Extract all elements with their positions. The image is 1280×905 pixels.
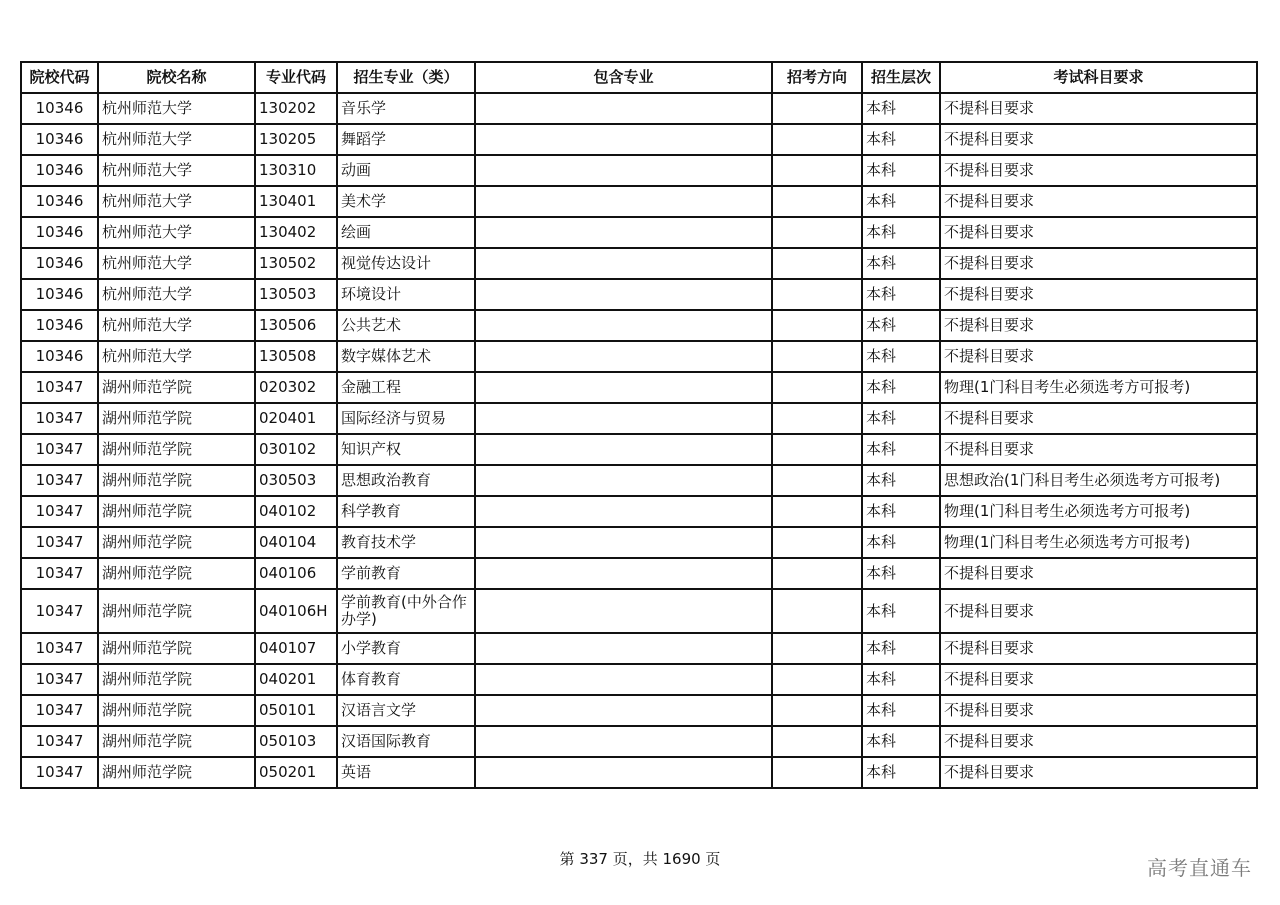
cell-major-code: 040104 (255, 527, 337, 558)
cell-school-name: 湖州师范学院 (98, 372, 255, 403)
cell-direction (772, 248, 862, 279)
cell-level: 本科 (862, 496, 940, 527)
cell-school-code: 10346 (21, 124, 98, 155)
cell-included-majors (475, 434, 772, 465)
cell-requirement: 不提科目要求 (940, 217, 1257, 248)
cell-direction (772, 558, 862, 589)
cell-major: 思想政治教育 (337, 465, 475, 496)
cell-level: 本科 (862, 434, 940, 465)
cell-requirement: 不提科目要求 (940, 403, 1257, 434)
cell-direction (772, 93, 862, 124)
cell-level: 本科 (862, 155, 940, 186)
cell-included-majors (475, 341, 772, 372)
cell-major-code: 130506 (255, 310, 337, 341)
cell-requirement: 不提科目要求 (940, 341, 1257, 372)
cell-school-name: 湖州师范学院 (98, 558, 255, 589)
cell-level: 本科 (862, 664, 940, 695)
cell-major-code: 040201 (255, 664, 337, 695)
page-number: 第 337 页，共 1690 页 (559, 850, 721, 868)
cell-school-code: 10347 (21, 527, 98, 558)
cell-direction (772, 633, 862, 664)
table-row (21, 248, 1257, 279)
cell-school-code: 10347 (21, 664, 98, 695)
header-requirement: 考试科目要求 (940, 62, 1257, 93)
cell-major-code: 130401 (255, 186, 337, 217)
cell-requirement: 不提科目要求 (940, 757, 1257, 788)
table-header (21, 62, 1257, 93)
cell-requirement: 不提科目要求 (940, 589, 1257, 633)
cell-school-name: 湖州师范学院 (98, 664, 255, 695)
table-row (21, 527, 1257, 558)
cell-level: 本科 (862, 465, 940, 496)
cell-included-majors (475, 310, 772, 341)
cell-direction (772, 372, 862, 403)
table-row (21, 496, 1257, 527)
cell-major-code: 050101 (255, 695, 337, 726)
cell-included-majors (475, 186, 772, 217)
cell-direction (772, 155, 862, 186)
cell-direction (772, 465, 862, 496)
cell-requirement: 不提科目要求 (940, 726, 1257, 757)
cell-requirement: 物理(1门科目考生必须选考方可报考) (940, 496, 1257, 527)
cell-direction (772, 695, 862, 726)
cell-direction (772, 757, 862, 788)
cell-school-code: 10346 (21, 155, 98, 186)
admission-table (20, 61, 1258, 789)
cell-major: 科学教育 (337, 496, 475, 527)
cell-included-majors (475, 372, 772, 403)
cell-included-majors (475, 664, 772, 695)
cell-school-code: 10346 (21, 217, 98, 248)
cell-school-code: 10346 (21, 341, 98, 372)
cell-direction (772, 124, 862, 155)
cell-school-name: 湖州师范学院 (98, 527, 255, 558)
cell-school-name: 杭州师范大学 (98, 155, 255, 186)
cell-major-code: 130202 (255, 93, 337, 124)
cell-major: 汉语国际教育 (337, 726, 475, 757)
cell-school-name: 湖州师范学院 (98, 403, 255, 434)
cell-major: 环境设计 (337, 279, 475, 310)
cell-major: 知识产权 (337, 434, 475, 465)
cell-direction (772, 403, 862, 434)
cell-school-code: 10346 (21, 93, 98, 124)
watermark: 高考直通车 (1147, 856, 1252, 880)
table-row (21, 310, 1257, 341)
cell-included-majors (475, 726, 772, 757)
table-body (21, 93, 1257, 788)
header-level: 招生层次 (862, 62, 940, 93)
cell-included-majors (475, 465, 772, 496)
cell-major-code: 130310 (255, 155, 337, 186)
cell-major: 美术学 (337, 186, 475, 217)
cell-major-code: 130402 (255, 217, 337, 248)
cell-major-code: 130205 (255, 124, 337, 155)
cell-major: 英语 (337, 757, 475, 788)
cell-major-code: 040106 (255, 558, 337, 589)
cell-level: 本科 (862, 279, 940, 310)
cell-major-code: 130508 (255, 341, 337, 372)
cell-major: 国际经济与贸易 (337, 403, 475, 434)
cell-school-code: 10347 (21, 403, 98, 434)
table-row (21, 155, 1257, 186)
cell-level: 本科 (862, 757, 940, 788)
table-row (21, 279, 1257, 310)
cell-level: 本科 (862, 633, 940, 664)
cell-requirement: 不提科目要求 (940, 695, 1257, 726)
cell-level: 本科 (862, 372, 940, 403)
cell-school-name: 湖州师范学院 (98, 726, 255, 757)
table-row (21, 589, 1257, 633)
cell-school-name: 杭州师范大学 (98, 341, 255, 372)
cell-major-code: 020401 (255, 403, 337, 434)
cell-included-majors (475, 124, 772, 155)
cell-major-code: 020302 (255, 372, 337, 403)
header-school-name: 院校名称 (98, 62, 255, 93)
cell-direction (772, 589, 862, 633)
cell-included-majors (475, 155, 772, 186)
cell-major-code: 130502 (255, 248, 337, 279)
cell-major-code: 050103 (255, 726, 337, 757)
cell-requirement: 不提科目要求 (940, 664, 1257, 695)
cell-school-code: 10347 (21, 695, 98, 726)
table-row (21, 695, 1257, 726)
cell-included-majors (475, 93, 772, 124)
cell-included-majors (475, 558, 772, 589)
cell-major-code: 040102 (255, 496, 337, 527)
cell-direction (772, 726, 862, 757)
cell-major-code: 030102 (255, 434, 337, 465)
cell-level: 本科 (862, 248, 940, 279)
header-major: 招生专业（类） (337, 62, 475, 93)
cell-major-code: 040107 (255, 633, 337, 664)
cell-included-majors (475, 757, 772, 788)
table-row (21, 633, 1257, 664)
cell-school-code: 10347 (21, 496, 98, 527)
cell-level: 本科 (862, 124, 940, 155)
cell-included-majors (475, 248, 772, 279)
cell-included-majors (475, 403, 772, 434)
cell-school-code: 10347 (21, 757, 98, 788)
table-row (21, 558, 1257, 589)
cell-level: 本科 (862, 589, 940, 633)
cell-major: 体育教育 (337, 664, 475, 695)
cell-school-name: 杭州师范大学 (98, 279, 255, 310)
cell-direction (772, 527, 862, 558)
cell-school-code: 10347 (21, 372, 98, 403)
table-row (21, 372, 1257, 403)
cell-requirement: 不提科目要求 (940, 248, 1257, 279)
cell-major: 学前教育(中外合作办学) (337, 589, 475, 633)
cell-included-majors (475, 695, 772, 726)
cell-school-name: 杭州师范大学 (98, 186, 255, 217)
table-row (21, 186, 1257, 217)
cell-level: 本科 (862, 310, 940, 341)
cell-direction (772, 279, 862, 310)
table-row (21, 93, 1257, 124)
table-row (21, 403, 1257, 434)
cell-requirement: 不提科目要求 (940, 558, 1257, 589)
table-row (21, 124, 1257, 155)
cell-school-code: 10347 (21, 633, 98, 664)
header-major-code: 专业代码 (255, 62, 337, 93)
cell-school-name: 杭州师范大学 (98, 217, 255, 248)
cell-major-code: 040106H (255, 589, 337, 633)
cell-included-majors (475, 496, 772, 527)
cell-direction (772, 186, 862, 217)
cell-requirement: 不提科目要求 (940, 93, 1257, 124)
cell-included-majors (475, 217, 772, 248)
cell-direction (772, 496, 862, 527)
cell-level: 本科 (862, 217, 940, 248)
cell-school-code: 10346 (21, 279, 98, 310)
header-school-code: 院校代码 (21, 62, 98, 93)
cell-requirement: 不提科目要求 (940, 155, 1257, 186)
cell-requirement: 不提科目要求 (940, 124, 1257, 155)
cell-school-name: 湖州师范学院 (98, 589, 255, 633)
table-row (21, 465, 1257, 496)
cell-level: 本科 (862, 726, 940, 757)
cell-major: 音乐学 (337, 93, 475, 124)
cell-major: 小学教育 (337, 633, 475, 664)
cell-school-code: 10347 (21, 434, 98, 465)
cell-school-code: 10347 (21, 589, 98, 633)
cell-requirement: 物理(1门科目考生必须选考方可报考) (940, 372, 1257, 403)
cell-major: 金融工程 (337, 372, 475, 403)
cell-school-name: 湖州师范学院 (98, 434, 255, 465)
table-row (21, 726, 1257, 757)
cell-major: 汉语言文学 (337, 695, 475, 726)
cell-direction (772, 664, 862, 695)
cell-level: 本科 (862, 558, 940, 589)
cell-major: 舞蹈学 (337, 124, 475, 155)
cell-school-code: 10346 (21, 310, 98, 341)
cell-direction (772, 217, 862, 248)
cell-included-majors (475, 279, 772, 310)
cell-school-name: 湖州师范学院 (98, 757, 255, 788)
cell-requirement: 不提科目要求 (940, 633, 1257, 664)
cell-school-name: 湖州师范学院 (98, 465, 255, 496)
table-row (21, 757, 1257, 788)
header-included-majors: 包含专业 (475, 62, 772, 93)
cell-included-majors (475, 633, 772, 664)
cell-requirement: 不提科目要求 (940, 279, 1257, 310)
cell-school-code: 10346 (21, 186, 98, 217)
cell-major: 视觉传达设计 (337, 248, 475, 279)
cell-major: 学前教育 (337, 558, 475, 589)
cell-major-code: 030503 (255, 465, 337, 496)
cell-school-name: 杭州师范大学 (98, 310, 255, 341)
cell-school-name: 杭州师范大学 (98, 93, 255, 124)
cell-major: 教育技术学 (337, 527, 475, 558)
cell-level: 本科 (862, 527, 940, 558)
cell-school-code: 10347 (21, 465, 98, 496)
cell-requirement: 不提科目要求 (940, 186, 1257, 217)
table-row (21, 341, 1257, 372)
cell-included-majors (475, 527, 772, 558)
cell-level: 本科 (862, 403, 940, 434)
cell-major-code: 130503 (255, 279, 337, 310)
table-row (21, 664, 1257, 695)
cell-school-name: 湖州师范学院 (98, 633, 255, 664)
cell-level: 本科 (862, 186, 940, 217)
cell-requirement: 不提科目要求 (940, 434, 1257, 465)
cell-school-code: 10347 (21, 558, 98, 589)
cell-school-code: 10346 (21, 248, 98, 279)
cell-school-name: 杭州师范大学 (98, 124, 255, 155)
table-row (21, 434, 1257, 465)
cell-school-name: 湖州师范学院 (98, 695, 255, 726)
cell-requirement: 物理(1门科目考生必须选考方可报考) (940, 527, 1257, 558)
table-row (21, 217, 1257, 248)
cell-direction (772, 310, 862, 341)
header-direction: 招考方向 (772, 62, 862, 93)
header-row (21, 62, 1257, 93)
cell-direction (772, 341, 862, 372)
cell-major: 公共艺术 (337, 310, 475, 341)
cell-major: 数字媒体艺术 (337, 341, 475, 372)
cell-school-name: 湖州师范学院 (98, 496, 255, 527)
cell-requirement: 不提科目要求 (940, 310, 1257, 341)
cell-level: 本科 (862, 695, 940, 726)
cell-direction (772, 434, 862, 465)
cell-school-name: 杭州师范大学 (98, 248, 255, 279)
cell-major: 绘画 (337, 217, 475, 248)
cell-included-majors (475, 589, 772, 633)
cell-level: 本科 (862, 93, 940, 124)
cell-level: 本科 (862, 341, 940, 372)
cell-requirement: 思想政治(1门科目考生必须选考方可报考) (940, 465, 1257, 496)
cell-major-code: 050201 (255, 757, 337, 788)
cell-school-code: 10347 (21, 726, 98, 757)
cell-major: 动画 (337, 155, 475, 186)
